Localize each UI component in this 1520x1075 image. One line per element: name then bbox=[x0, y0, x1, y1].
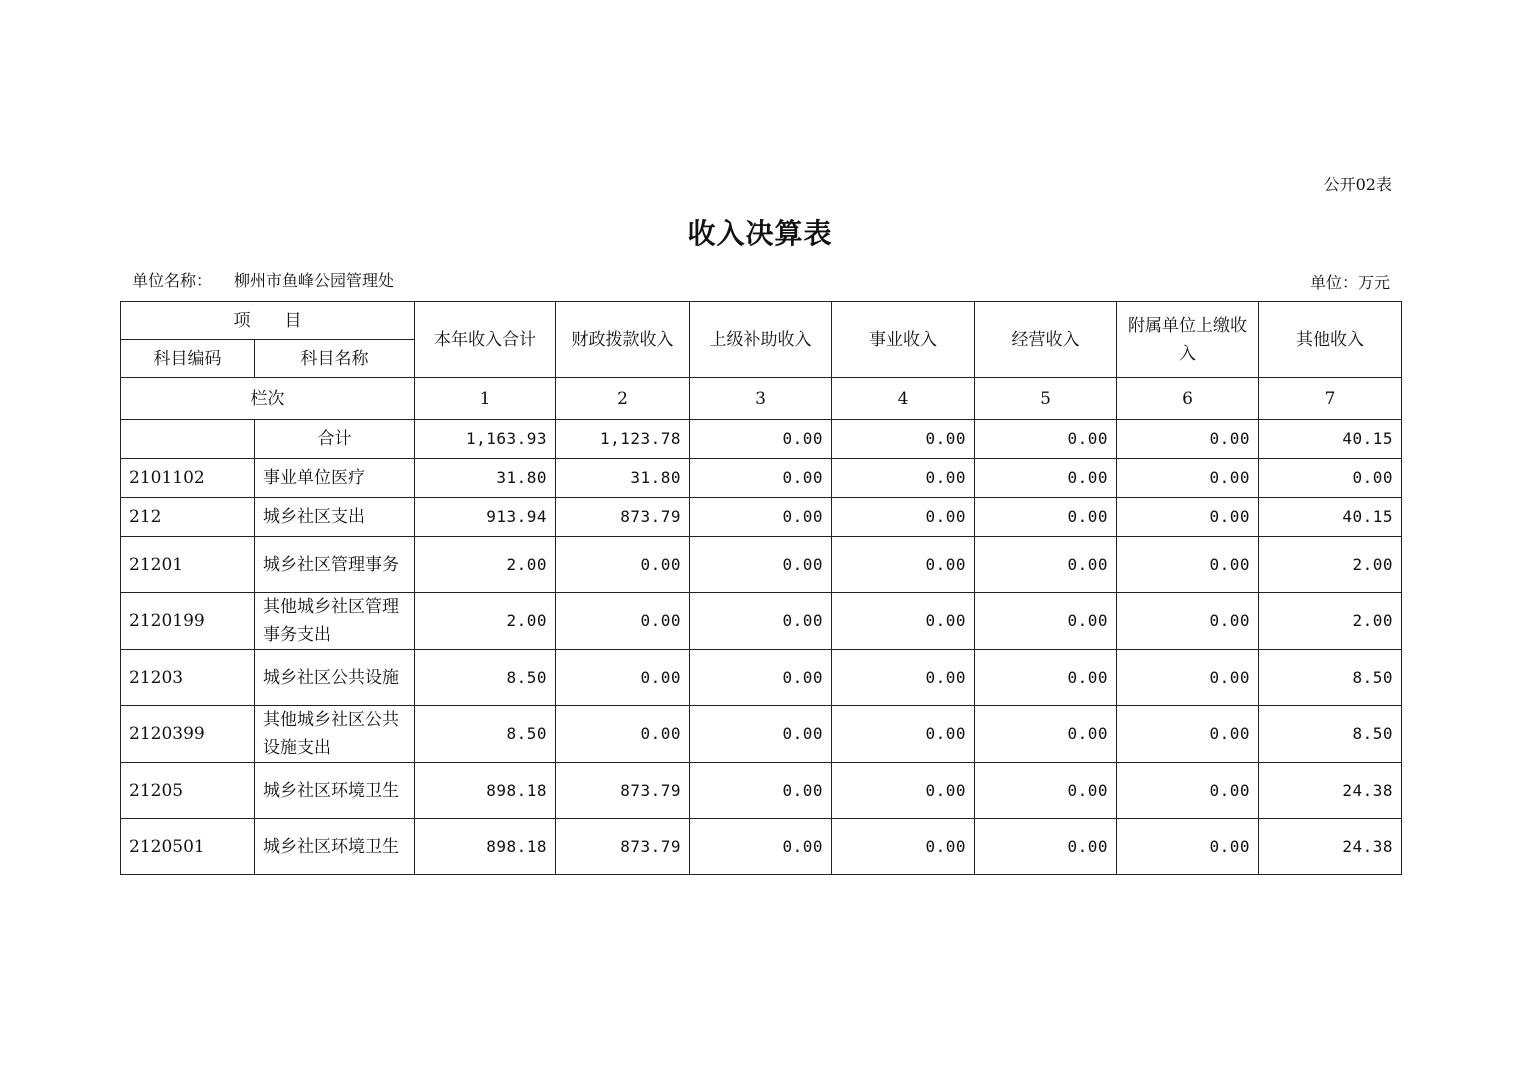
row-code: 21203 bbox=[121, 650, 255, 706]
table-row bbox=[121, 498, 1402, 537]
cell-value: 873.79 bbox=[556, 819, 690, 875]
page-title: 收入决算表 bbox=[687, 217, 833, 250]
code-header: 科目编码 bbox=[121, 340, 255, 378]
cell-value: 31.80 bbox=[556, 459, 690, 498]
row-name: 其他城乡社区公共设施支出 bbox=[255, 706, 415, 763]
cell-value: 0.00 bbox=[975, 706, 1117, 763]
cell-value: 0.00 bbox=[556, 537, 690, 593]
cell-value: 0.00 bbox=[690, 819, 832, 875]
col7-header: 其他收入 bbox=[1259, 302, 1402, 378]
table-row bbox=[121, 537, 1402, 593]
cell-value: 8.50 bbox=[1259, 706, 1402, 763]
cell-value: 2.00 bbox=[1259, 593, 1402, 650]
col4-header: 事业收入 bbox=[832, 302, 975, 378]
item-header: 项 目 bbox=[121, 302, 415, 340]
cell-value: 0.00 bbox=[975, 763, 1117, 819]
cell-value: 0.00 bbox=[690, 706, 832, 763]
row-name: 城乡社区公共设施 bbox=[255, 650, 415, 706]
cell-value: 24.38 bbox=[1259, 819, 1402, 875]
table-row bbox=[121, 593, 1402, 650]
cell-value: 0.00 bbox=[690, 420, 832, 459]
row-name: 城乡社区管理事务 bbox=[255, 537, 415, 593]
cell-value: 0.00 bbox=[1117, 593, 1259, 650]
cell-value: 913.94 bbox=[415, 498, 556, 537]
table-row bbox=[121, 459, 1402, 498]
table-row-total bbox=[121, 420, 1402, 459]
cell-value: 0.00 bbox=[1259, 459, 1402, 498]
unit-name-label: 单位名称： bbox=[132, 271, 213, 290]
row-index-label: 栏次 bbox=[121, 378, 415, 420]
row-code: 21205 bbox=[121, 763, 255, 819]
unit-name-line bbox=[132, 268, 394, 291]
col5-header: 经营收入 bbox=[975, 302, 1117, 378]
table-row bbox=[121, 763, 1402, 819]
cell-value: 898.18 bbox=[415, 763, 556, 819]
unit-name-value: 柳州市鱼峰公园管理处 bbox=[234, 271, 395, 290]
cell-value: 898.18 bbox=[415, 819, 556, 875]
cell-value: 0.00 bbox=[1117, 819, 1259, 875]
cell-value: 0.00 bbox=[832, 420, 975, 459]
cell-value: 0.00 bbox=[832, 537, 975, 593]
index-cell: 6 bbox=[1117, 378, 1259, 420]
cell-value: 2.00 bbox=[415, 537, 556, 593]
cell-value: 1,123.78 bbox=[556, 420, 690, 459]
row-code: 2120199 bbox=[121, 593, 255, 650]
income-report-table bbox=[120, 301, 1402, 875]
row-name: 其他城乡社区管理事务支出 bbox=[255, 593, 415, 650]
cell-value: 0.00 bbox=[1117, 537, 1259, 593]
table-row bbox=[121, 650, 1402, 706]
header-row-1 bbox=[121, 302, 1402, 340]
table-number: 公开02表 bbox=[1323, 175, 1392, 194]
cell-value: 0.00 bbox=[1117, 763, 1259, 819]
col2-header: 财政拨款收入 bbox=[556, 302, 690, 378]
cell-value: 0.00 bbox=[690, 593, 832, 650]
cell-value: 0.00 bbox=[975, 819, 1117, 875]
cell-value: 0.00 bbox=[832, 650, 975, 706]
index-cell: 3 bbox=[690, 378, 832, 420]
row-name: 合计 bbox=[255, 420, 415, 459]
col6-header: 附属单位上缴收入 bbox=[1117, 302, 1259, 378]
table-row bbox=[121, 819, 1402, 875]
row-code: 2101102 bbox=[121, 459, 255, 498]
cell-value: 0.00 bbox=[556, 706, 690, 763]
cell-value: 0.00 bbox=[975, 420, 1117, 459]
cell-value: 0.00 bbox=[832, 819, 975, 875]
cell-value: 0.00 bbox=[975, 593, 1117, 650]
index-cell: 1 bbox=[415, 378, 556, 420]
cell-value: 0.00 bbox=[832, 498, 975, 537]
cell-value: 8.50 bbox=[1259, 650, 1402, 706]
cell-value: 873.79 bbox=[556, 763, 690, 819]
row-code: 212 bbox=[121, 498, 255, 537]
table-row bbox=[121, 706, 1402, 763]
cell-value: 2.00 bbox=[415, 593, 556, 650]
cell-value: 0.00 bbox=[1117, 650, 1259, 706]
cell-value: 1,163.93 bbox=[415, 420, 556, 459]
index-cell: 4 bbox=[832, 378, 975, 420]
cell-value: 0.00 bbox=[556, 650, 690, 706]
cell-value: 0.00 bbox=[1117, 420, 1259, 459]
cell-value: 0.00 bbox=[556, 593, 690, 650]
cell-value: 0.00 bbox=[690, 650, 832, 706]
row-code: 21201 bbox=[121, 537, 255, 593]
cell-value: 0.00 bbox=[690, 763, 832, 819]
row-name: 城乡社区环境卫生 bbox=[255, 819, 415, 875]
name-header: 科目名称 bbox=[255, 340, 415, 378]
cell-value: 0.00 bbox=[1117, 459, 1259, 498]
cell-value: 8.50 bbox=[415, 706, 556, 763]
cell-value: 0.00 bbox=[1117, 498, 1259, 537]
index-cell: 7 bbox=[1259, 378, 1402, 420]
row-code bbox=[121, 420, 255, 459]
unit-label: 单位：万元 bbox=[1309, 273, 1390, 292]
col3-header: 上级补助收入 bbox=[690, 302, 832, 378]
cell-value: 0.00 bbox=[975, 650, 1117, 706]
row-name: 城乡社区支出 bbox=[255, 498, 415, 537]
row-name: 城乡社区环境卫生 bbox=[255, 763, 415, 819]
row-code: 2120501 bbox=[121, 819, 255, 875]
cell-value: 8.50 bbox=[415, 650, 556, 706]
cell-value: 0.00 bbox=[975, 537, 1117, 593]
cell-value: 2.00 bbox=[1259, 537, 1402, 593]
cell-value: 0.00 bbox=[975, 459, 1117, 498]
index-row bbox=[121, 378, 1402, 420]
col1-header: 本年收入合计 bbox=[415, 302, 556, 378]
cell-value: 0.00 bbox=[690, 537, 832, 593]
cell-value: 0.00 bbox=[832, 593, 975, 650]
row-name: 事业单位医疗 bbox=[255, 459, 415, 498]
cell-value: 40.15 bbox=[1259, 420, 1402, 459]
cell-value: 0.00 bbox=[690, 498, 832, 537]
cell-value: 40.15 bbox=[1259, 498, 1402, 537]
cell-value: 873.79 bbox=[556, 498, 690, 537]
cell-value: 24.38 bbox=[1259, 763, 1402, 819]
index-cell: 2 bbox=[556, 378, 690, 420]
cell-value: 0.00 bbox=[832, 706, 975, 763]
cell-value: 0.00 bbox=[832, 459, 975, 498]
cell-value: 31.80 bbox=[415, 459, 556, 498]
cell-value: 0.00 bbox=[1117, 706, 1259, 763]
cell-value: 0.00 bbox=[690, 459, 832, 498]
cell-value: 0.00 bbox=[832, 763, 975, 819]
row-code: 2120399 bbox=[121, 706, 255, 763]
cell-value: 0.00 bbox=[975, 498, 1117, 537]
index-cell: 5 bbox=[975, 378, 1117, 420]
